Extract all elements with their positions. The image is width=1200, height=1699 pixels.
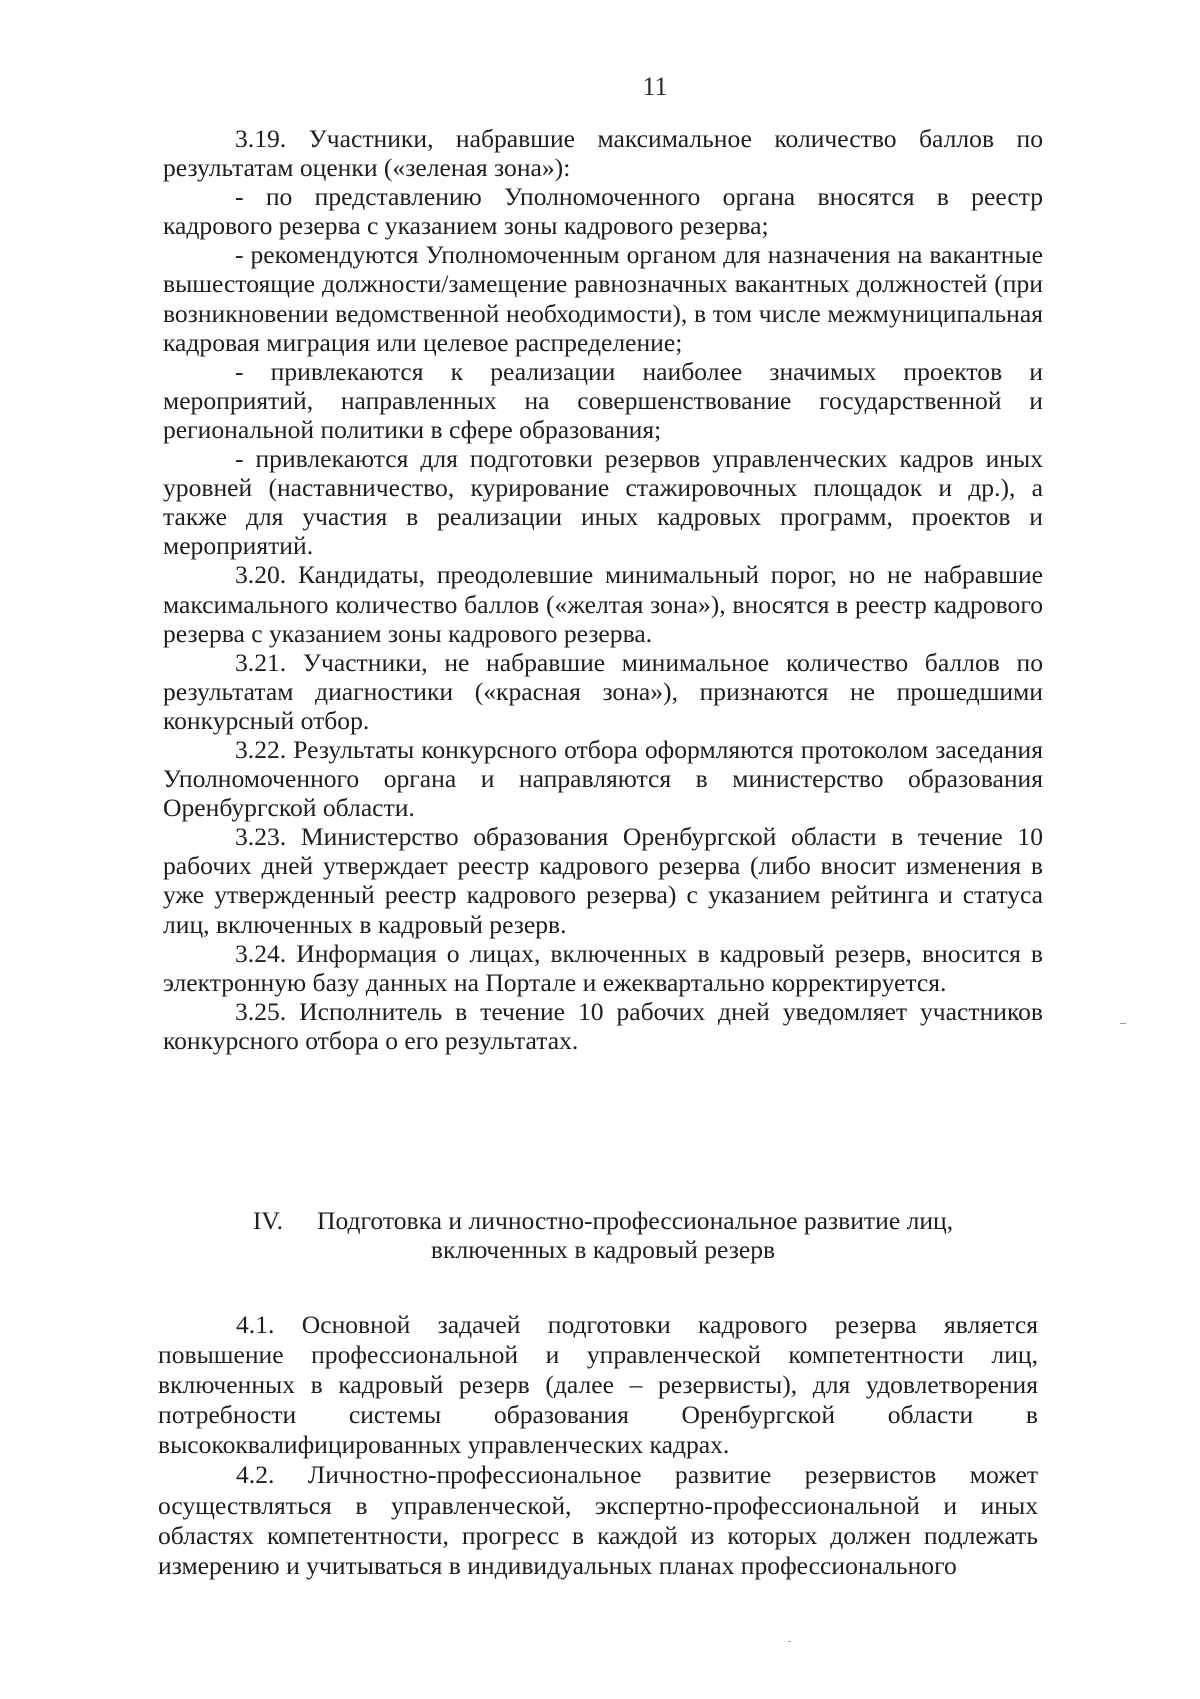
section-title-line-1: Подготовка и личностно-профессиональное развитие лиц, — [316, 1206, 954, 1235]
page-number: 11 — [642, 72, 668, 101]
paragraph-3-20: 3.20. Кандидаты, преодолевшие минимальный порог, но не набравшие максимального количество баллов («желтая зона»), вносятся в реестр кадрового резерва с указанием зоны кадрового резерва. — [163, 560, 1043, 648]
list-item-mentoring: - привлекаются для подготовки резервов управленческих кадров иных уровней (наставничество, курирование стажировочных площадок и др.), а также для участия в реализации иных кадровых программ, проектов и мероприятий. — [163, 444, 1043, 561]
document-body — [163, 124, 1043, 1055]
paragraph-3-21: 3.21. Участники, не набравшие минимальное количество баллов по результатам диагностики («красная зона»), признаются не прошедшими конкурсный отбор. — [163, 647, 1043, 735]
section-title-line-2: включенных в кадровый резерв — [430, 1235, 776, 1265]
paragraph-4-2: 4.2. Личностно-профессиональное развитие резервистов может осуществляться в управленческой, экспертно-профессиональной и иных областях компетентности, прогресс в каждой из которых должен подлежать измерению и учитываться в индивидуальных планах профессионального — [158, 1460, 1038, 1580]
paragraph-3-25: 3.25. Исполнитель в течение 10 рабочих дней уведомляет участников конкурсного отбора о его результатах. — [163, 996, 1043, 1055]
section-body — [158, 1310, 1038, 1581]
list-item-registry: - по представлению Уполномоченного органа вносятся в реестр кадрового резерва с указанием зоны кадрового резерва; — [163, 182, 1043, 241]
paragraph-3-24: 3.24. Информация о лицах, включенных в кадровый резерв, вносится в электронную базу данных на Портале и ежеквартально корректируется. — [163, 938, 1043, 997]
scan-artifact — [788, 1641, 791, 1642]
paragraph-4-1: 4.1. Основной задачей подготовки кадрового резерва является повышение профессиональной и управленческой компетентности лиц, включенных в кадровый резерв (далее – резервисты), для удовлетворения потребности системы образования Оренбургской области в высококвалифицированных управленческих кадрах. — [158, 1310, 1038, 1460]
paragraph-3-22: 3.22. Результаты конкурсного отбора оформляются протоколом заседания Уполномоченного органа и направляются в министерство образования Оренбургской области. — [163, 734, 1043, 823]
paragraph-3-23: 3.23. Министерство образования Оренбургской области в течение 10 рабочих дней утверждает реестр кадрового резерва (либо вносит изменения в уже утвержденный реестр кадрового резерва) с указанием рейтинга и статуса лиц, включенных в кадровый резерв. — [163, 822, 1043, 939]
paragraph-3-19: 3.19. Участники, набравшие максимальное количество баллов по результатам оценки («зеленая зона»): — [163, 124, 1043, 183]
scan-artifact — [1120, 1023, 1126, 1024]
section-heading — [163, 1206, 1043, 1264]
section-heading-line-1 — [163, 1206, 1043, 1235]
section-number: IV. — [252, 1206, 283, 1235]
list-item-recommended: - рекомендуются Уполномоченным органом для назначения на вакантные вышестоящие должности/замещение равнозначных вакантных должностей (при возникновении ведомственной необходимости), в том числе межмуниципальная кадровая миграция или целевое распределение; — [163, 240, 1043, 357]
list-item-projects: - привлекаются к реализации наиболее значимых проектов и мероприятий, направленных на совершенствование государственной и региональной политики в сфере образования; — [163, 356, 1043, 444]
